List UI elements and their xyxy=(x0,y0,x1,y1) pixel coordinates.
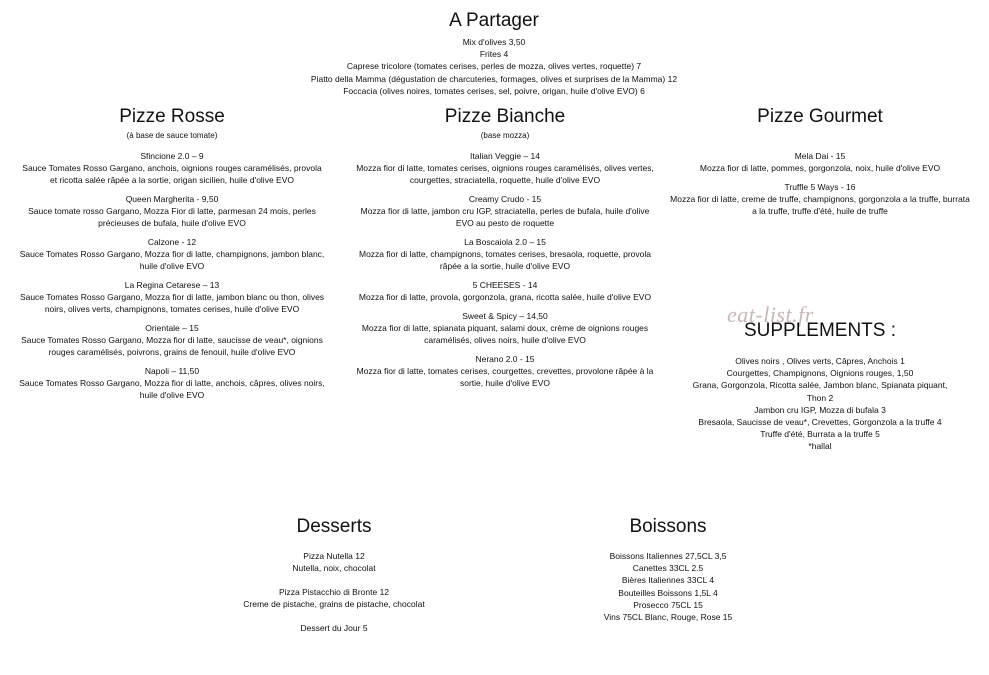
menu-item xyxy=(670,181,970,217)
a-partager-list xyxy=(234,36,754,97)
menu-line: Olives noirs , Olives verts, Câpres, Anchois 1 xyxy=(735,356,905,366)
menu-line: Courgettes, Champignons, Oignions rouges, 1,50 xyxy=(726,368,914,379)
item-name: Creamy Crudo - 15 xyxy=(468,194,542,204)
item-description: Mozza fior di latte, provola, gorgonzola, grana, ricotta salée, huile d'olive EVO xyxy=(358,292,652,302)
menu-item xyxy=(352,279,658,303)
menu-item xyxy=(18,279,326,315)
item-name: Pizza Pistacchio di Bronte 12 xyxy=(278,587,390,597)
menu-line: Foccacia (olives noires, tomates cerises, sel, poivre, origan, huile d'olive EVO) 6 xyxy=(343,85,645,96)
menu-item xyxy=(200,622,468,634)
menu-line: Prosecco 75CL 15 xyxy=(633,599,703,610)
item-name: Napoli – 11,50 xyxy=(144,366,200,376)
menu-item xyxy=(18,193,326,229)
menu-item xyxy=(352,236,658,272)
section-a-partager xyxy=(234,10,754,97)
section-subtitle: (à base de sauce tomate) xyxy=(126,131,218,140)
item-name: Truffle 5 Ways - 16 xyxy=(784,182,856,192)
menu-line: Thon 2 xyxy=(806,392,834,403)
item-name: Italian Veggie – 14 xyxy=(470,151,540,161)
menu-item xyxy=(352,353,658,389)
section-supplements xyxy=(660,320,980,453)
item-name: Orientale – 15 xyxy=(145,323,199,333)
menu-line: Jambon cru IGP, Mozza di bufala 3 xyxy=(754,404,886,415)
item-description: Mozza fior di latte, champignons, tomates cerises, bresaola, roquette, provola râpée a la sortie, huile d'olive EVO xyxy=(359,249,651,271)
supplements-list xyxy=(660,355,980,453)
menu-item xyxy=(352,310,658,346)
item-description: Sauce Tomates Rosso Gargano, Mozza fior di latte, jambon blanc ou thon, olives noirs, olives verts, champignons, tomates cerises, huile d'olive EVO xyxy=(19,292,325,314)
section-title-boissons: Boissons xyxy=(629,516,707,537)
item-description: Mozza fior di latte, tomates cerises, courgettes, crevettes, provolone râpée à la sortie, huile d'olive EVO xyxy=(356,366,654,388)
item-description: Mozza fior di latte, creme de truffe, champignons, gorgonzola a la truffe, burrata a la truffe, truffe d'été, huile de truffe xyxy=(670,194,970,216)
item-description: Sauce tomate rosso Gargano, Mozza Fior di latte, parmesan 24 mois, perles précieuses de bufala, huile d'olive EVO xyxy=(28,206,316,228)
section-title-supplements: SUPPLEMENTS : xyxy=(743,320,897,341)
section-title-pizze-bianche: Pizze Bianche xyxy=(444,106,566,127)
item-name: Dessert du Jour 5 xyxy=(300,623,368,633)
menu-line: Bières Italiennes 33CL 4 xyxy=(621,575,715,586)
menu-line: Grana, Gorgonzola, Ricotta salée, Jambon blanc, Spianata piquant, xyxy=(692,380,948,391)
section-title-a-partager: A Partager xyxy=(449,10,539,31)
item-name: Mela Dai - 15 xyxy=(794,151,846,161)
item-description: Mozza fior di latte, jambon cru IGP, straciatella, perles de bufala, huile d'olive EVO au pesto de roquette xyxy=(360,206,650,228)
item-name: Queen Margherita - 9,50 xyxy=(125,194,219,204)
item-name: La Boscaiola 2.0 – 15 xyxy=(464,237,546,247)
menu-item xyxy=(352,193,658,229)
menu-line: Vins 75CL Blanc, Rouge, Rose 15 xyxy=(603,612,733,623)
section-boissons xyxy=(548,516,788,623)
menu-line: Boissons Italiennes 27,5CL 3,5 xyxy=(609,551,727,561)
item-description: Creme de pistache, grains de pistache, chocolat xyxy=(243,599,425,609)
section-title-desserts: Desserts xyxy=(296,516,372,537)
menu-item xyxy=(18,236,326,272)
menu-item xyxy=(18,365,326,401)
item-description: Mozza fior di latte, spianata piquant, salami doux, crème de oignions rouges caramélisés, olives noirs, huile d'olive EVO xyxy=(361,323,649,345)
menu-line: Canettes 33CL 2.5 xyxy=(632,563,704,574)
watermark-text: eat-list.fr xyxy=(727,302,814,327)
section-pizze-gourmet xyxy=(670,106,970,217)
item-description: Sauce Tomates Rosso Gargano, Mozza fior di latte, champignons, jambon blanc, huile d'olive EVO xyxy=(19,249,325,271)
section-pizze-rosse xyxy=(18,106,326,401)
menu-item xyxy=(200,586,468,610)
section-desserts xyxy=(200,516,468,634)
item-name: Sweet & Spicy – 14,50 xyxy=(462,311,548,321)
item-name: Sfincione 2.0 – 9 xyxy=(140,151,204,161)
item-name: 5 CHEESES - 14 xyxy=(472,280,538,290)
item-description: Nutella, noix, chocolat xyxy=(292,563,376,573)
item-description: Mozza fior di latte, pommes, gorgonzola, noix, huile d'olive EVO xyxy=(699,163,941,173)
menu-line: Bresaola, Saucisse de veau*, Crevettes, Gorgonzola a la truffe 4 xyxy=(698,417,942,428)
menu-item xyxy=(670,150,970,174)
item-name: La Regina Cetarese – 13 xyxy=(124,280,220,290)
section-pizze-bianche xyxy=(352,106,658,389)
item-name: Pizza Nutella 12 xyxy=(303,551,365,561)
menu-item xyxy=(18,322,326,358)
menu-item xyxy=(200,550,468,574)
menu-line: *hallal xyxy=(808,441,832,452)
item-name: Nerano 2.0 - 15 xyxy=(475,354,535,364)
menu-line: Truffe d'été, Burrata a la truffe 5 xyxy=(760,429,880,440)
item-description: Mozza fior di latte, tomates cerises, oignions rouges caramélisés, olives vertes, courgettes, straciatella, roquette, huile d'olive EVO xyxy=(356,163,654,185)
section-subtitle: (base mozza) xyxy=(480,131,530,140)
boissons-list xyxy=(548,550,788,623)
menu-line: Frites 4 xyxy=(479,49,509,60)
menu-line: Piatto della Mamma (dégustation de charcuteries, formages, olives et surprises de la Mamma) 12 xyxy=(310,73,678,84)
item-description: Sauce Tomates Rosso Gargano, Mozza fior di latte, saucisse de veau*, oignions rouges caramélisés, poivrons, grains de fenouil, huile d'olive EVO xyxy=(21,335,323,357)
menu-line: Bouteilles Boissons 1,5L 4 xyxy=(618,587,718,598)
item-description: Sauce Tomates Rosso Gargano, Mozza fior di latte, anchois, câpres, olives noirs, huile d'olive EVO xyxy=(19,378,325,400)
menu-line: Mix d'olives 3,50 xyxy=(462,37,526,47)
section-title-pizze-rosse: Pizze Rosse xyxy=(119,106,225,127)
menu-item xyxy=(352,150,658,186)
item-description: Sauce Tomates Rosso Gargano, anchois, oignions rouges caramélisés, provola et ricotta salée râpée a la sortie, origan sicilien, huile d'olive EVO xyxy=(22,163,322,185)
item-name: Calzone - 12 xyxy=(147,237,197,247)
section-title-pizze-gourmet: Pizze Gourmet xyxy=(757,106,883,127)
menu-item xyxy=(18,150,326,186)
menu-line: Caprese tricolore (tomates cerises, perles de mozza, olives vertes, roquette) 7 xyxy=(346,61,642,72)
